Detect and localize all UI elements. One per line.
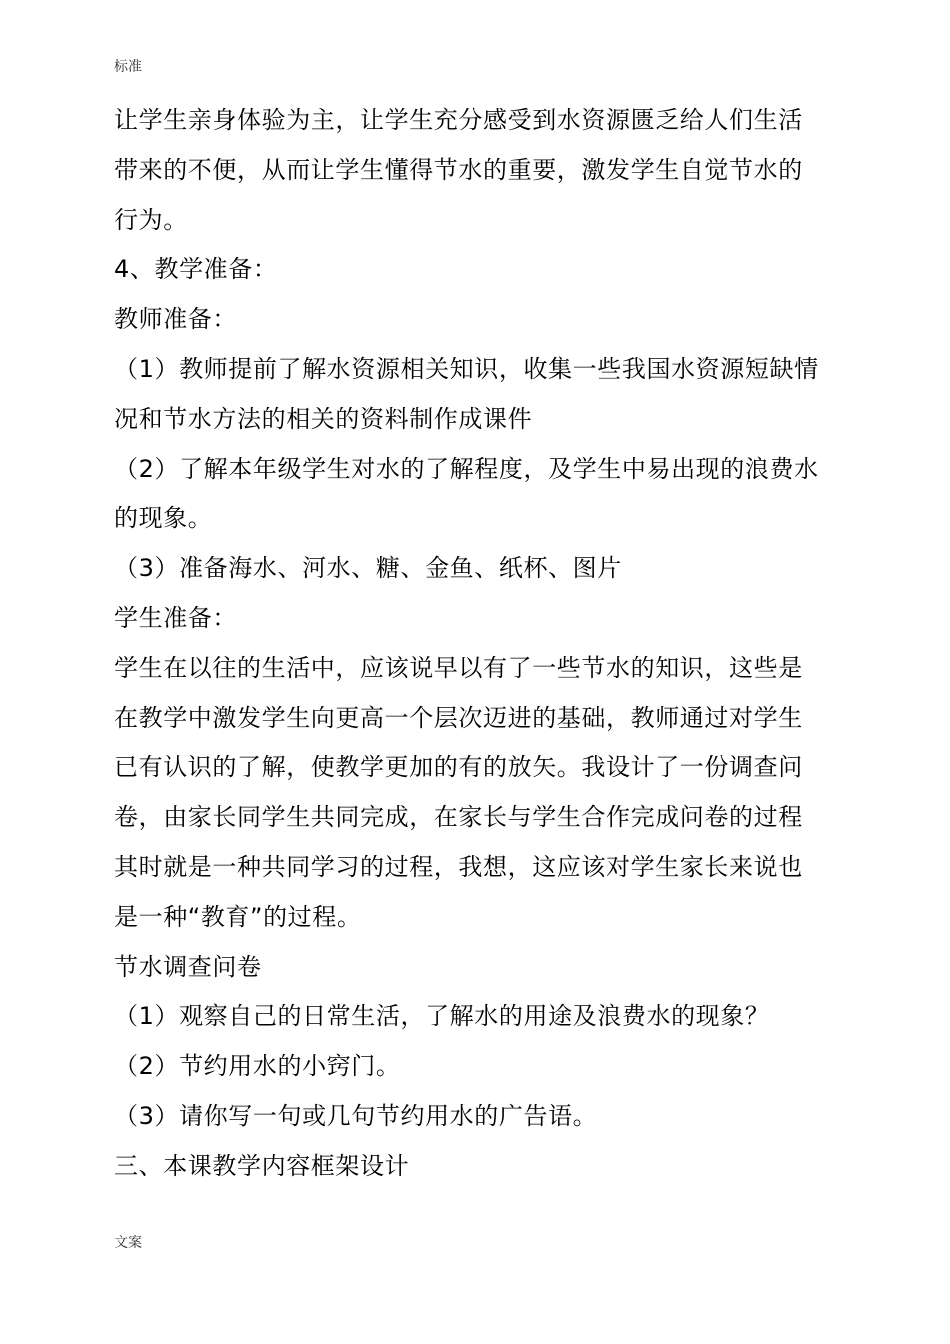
- paragraph-line: 学生在以往的生活中，应该说早以有了一些节水的知识，这些是: [114, 653, 803, 682]
- section-heading: 三、本课教学内容框架设计: [114, 1151, 410, 1180]
- list-item: （2）节约用水的小窍门。: [114, 1052, 401, 1081]
- page-footer: 文案: [114, 1235, 142, 1251]
- subheading-survey: 节水调查问卷: [114, 952, 262, 981]
- list-item: （3）准备海水、河水、糖、金鱼、纸杯、图片: [114, 554, 622, 583]
- list-item: （1）观察自己的日常生活，了解水的用途及浪费水的现象？: [114, 1002, 770, 1031]
- paragraph-line: 其时就是一种共同学习的过程，我想，这应该对学生家长来说也: [114, 852, 803, 881]
- subheading-teacher-prep: 教师准备：: [114, 305, 237, 334]
- subheading-student-prep: 学生准备：: [114, 603, 237, 632]
- paragraph-line: 行为。: [114, 205, 188, 234]
- paragraph-line: 况和节水方法的相关的资料制作成课件: [114, 404, 533, 433]
- paragraph-line: 在教学中激发学生向更高一个层次迈进的基础，教师通过对学生: [114, 703, 803, 732]
- list-item: （2）了解本年级学生对水的了解程度，及学生中易出现的浪费水: [114, 454, 819, 483]
- page-header: 标准: [114, 59, 142, 75]
- document-body: [114, 96, 844, 1192]
- paragraph-line: 已有认识的了解，使教学更加的有的放矢。我设计了一份调查问: [114, 753, 803, 782]
- list-item: （1）教师提前了解水资源相关知识，收集一些我国水资源短缺情: [114, 354, 819, 383]
- paragraph-line: 卷，由家长同学生共同完成，在家长与学生合作完成问卷的过程: [114, 803, 803, 832]
- paragraph-line: 的现象。: [114, 504, 213, 533]
- list-item: （3）请你写一句或几句节约用水的广告语。: [114, 1101, 598, 1130]
- paragraph-line: 是一种“教育”的过程。: [114, 902, 362, 931]
- paragraph-line: 带来的不便，从而让学生懂得节水的重要，激发学生自觉节水的: [114, 155, 803, 184]
- paragraph-line: 让学生亲身体验为主，让学生充分感受到水资源匮乏给人们生活: [114, 106, 803, 134]
- section-heading: 4、教学准备：: [114, 255, 278, 284]
